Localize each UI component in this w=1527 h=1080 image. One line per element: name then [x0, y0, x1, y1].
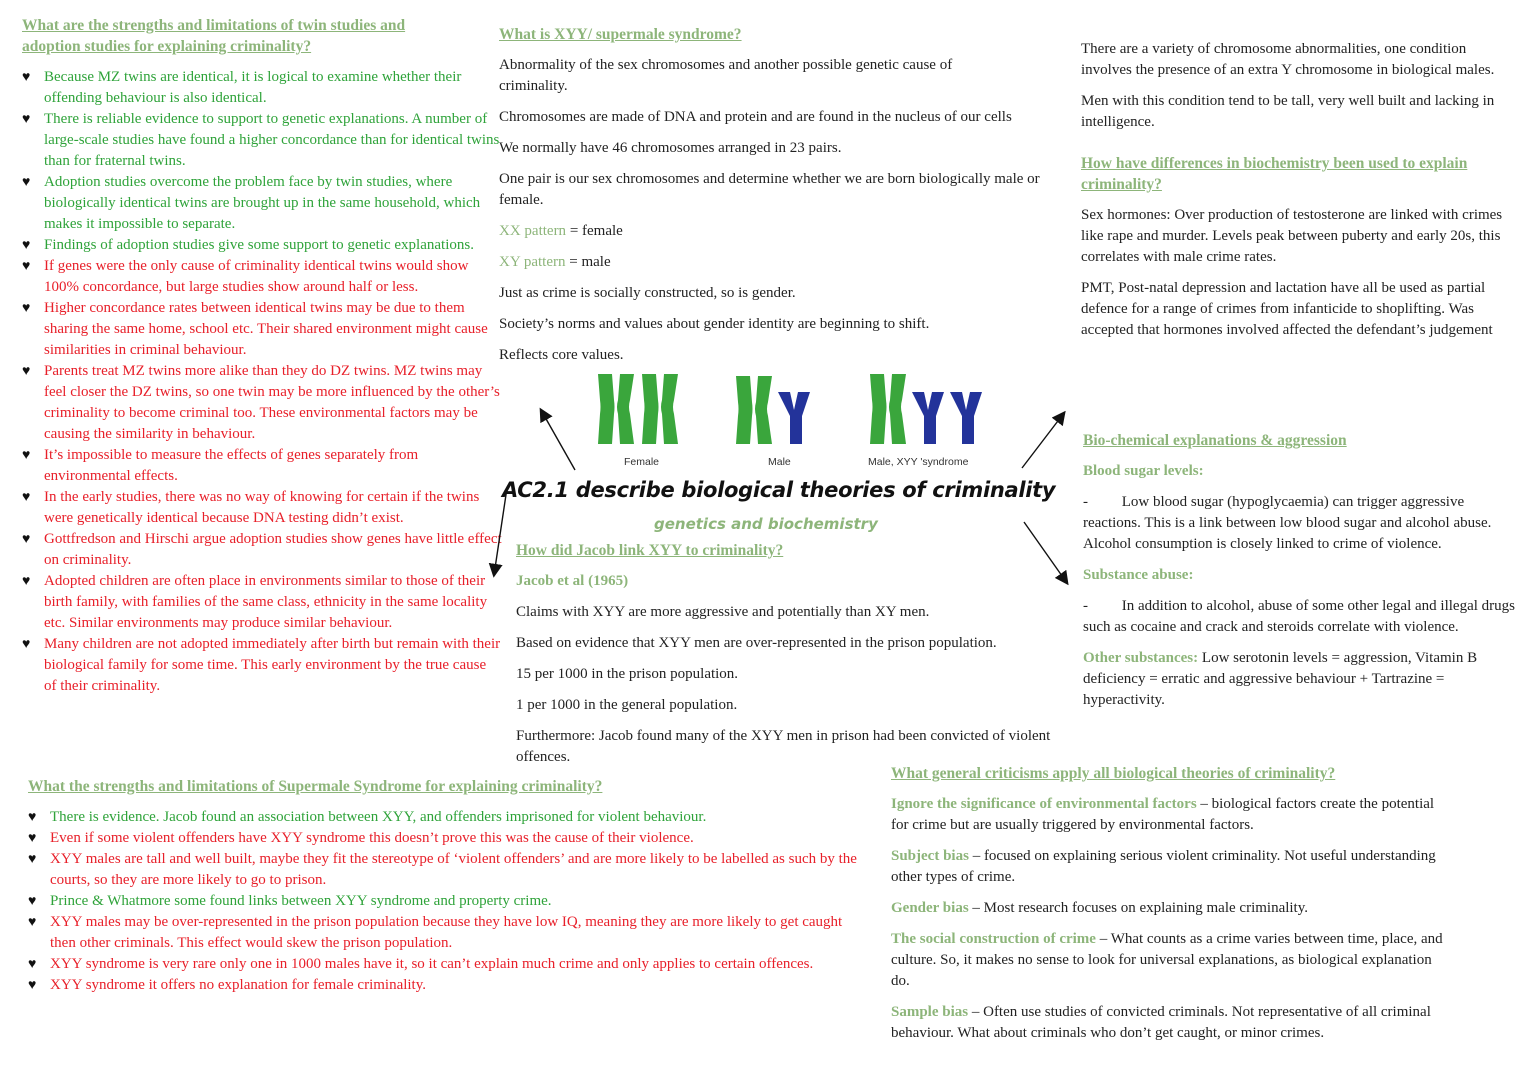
list-item: ♥ Findings of adoption studies give some support to genetic explanations.	[22, 235, 502, 256]
list-item: ♥ There is reliable evidence to support to genetic explanations. A number of large-scale studies have found a higher concordance than for identical twins than for fraternal twins.	[22, 109, 502, 172]
list-item: ♥ Adoption studies overcome the problem face by twin studies, where biologically identical twins are brought up in the same household, which makes it impossible to separate.	[22, 172, 502, 235]
list-item: ♥ Parents treat MZ twins more alike than they do DZ twins. MZ twins may feel closer the DZ twins, so one twin may be more influenced by the other’s criminality to become criminal too. These environmental factors may be causing the similarity in behaviour.	[22, 361, 502, 445]
criticisms-section	[891, 763, 1451, 1054]
criticism-label: The social construction of crime	[891, 931, 1096, 947]
criticism-item	[891, 846, 1451, 888]
substance-label: Substance abuse:	[1083, 567, 1194, 583]
list-item: ♥ XYY males are tall and well built, maybe they fit the stereotype of ‘violent offenders’ and are more likely to be labelled as such by the courts, so they are more likely to go to prison.	[28, 849, 868, 891]
dash: -	[1083, 494, 1088, 510]
list-item: ♥ XYY syndrome it offers no explanation for female criminality.	[28, 975, 868, 996]
list-item: ♥ There is evidence. Jacob found an association between XYY, and offenders imprisoned for violent behaviour.	[28, 807, 868, 828]
list-item: ♥ Gottfredson and Hirschi argue adoption studies show genes have little effect on criminality.	[22, 529, 502, 571]
list-item: ♥ Prince & Whatmore some found links between XYY syndrome and property crime.	[28, 891, 868, 912]
xx-value: = female	[566, 223, 623, 239]
jacob-heading: How did Jacob link XYY to criminality?	[516, 542, 784, 559]
xyy-text: We normally have 46 chromosomes arranged in 23 pairs.	[499, 140, 842, 156]
list-item: ♥ It’s impossible to measure the effects of genes separately from environmental effects.	[22, 445, 502, 487]
criticism-label: Subject bias	[891, 848, 969, 864]
xyy-text: Society’s norms and values about gender identity are beginning to shift.	[499, 316, 930, 332]
criticism-text: – Often use studies of convicted criminals. Not representative of all criminal behaviour. What about criminals who don’t get caught, or minor crimes.	[891, 1004, 1431, 1041]
list-item: ♥ Adopted children are often place in environments similar to those of their birth family, with families of the same class, ethnicity in the same locality etc. Similar environments may produce similar behaviour.	[22, 571, 502, 634]
criticism-label: Ignore the significance of environmental factors	[891, 796, 1197, 812]
right-text: PMT, Post-natal depression and lactation have all be used as partial defence for a range of crimes from infanticide to shoplifting. Was accepted that hormones involved affected the defendant’s judgement	[1081, 280, 1493, 338]
jacob-text: Claims with XYY are more aggressive and potentially than XY men.	[516, 604, 930, 620]
xyy-caption: Male, XYY 'syndrome	[868, 456, 969, 468]
xyy-text: Abnormality of the sex chromosomes and another possible genetic cause of criminality.	[499, 57, 953, 94]
list-item: ♥ Even if some violent offenders have XYY syndrome this doesn’t prove this was the cause of their violence.	[28, 828, 868, 849]
criticism-item	[891, 1002, 1451, 1044]
arrow-up-left	[541, 410, 575, 470]
criticism-item	[891, 929, 1451, 992]
blood-sugar-body: Low blood sugar (hypoglycaemia) can trigger aggressive reactions. This is a link between low blood sugar and alcohol abuse. Alcohol consumption is closely linked to crime of violence.	[1083, 494, 1492, 552]
jacob-text: 15 per 1000 in the prison population.	[516, 666, 739, 682]
criticism-label: Gender bias	[891, 900, 969, 916]
list-item: ♥ In the early studies, there was no way of knowing for certain if the twins were genetically identical because DNA testing didn’t exist.	[22, 487, 502, 529]
dash: -	[1083, 598, 1088, 614]
jacob-subheading: Jacob et al (1965)	[516, 573, 629, 589]
criticism-text: – biological factors create the potential for crime but are usually triggered by environmental factors.	[891, 796, 1435, 833]
xy-value: = male	[565, 254, 611, 270]
xyy-text: Chromosomes are made of DNA and protein and are found in the nucleus of our cells	[499, 109, 1012, 125]
right-text: Men with this condition tend to be tall, very well built and lacking in intelligence.	[1081, 93, 1495, 130]
biochem-section	[1083, 430, 1515, 721]
list-item: ♥ XYY males may be over-represented in the prison population because they have low IQ, meaning they are more likely to get caught then other criminals. This effect would skew the prison population.	[28, 912, 868, 954]
criticism-item	[891, 794, 1451, 836]
list-item: ♥ If genes were the only cause of criminality identical twins would show 100% concordance, but large studies show around half or less.	[22, 256, 502, 298]
criticism-label: Sample bias	[891, 1004, 969, 1020]
arrow-up-right	[1022, 413, 1064, 468]
criticism-text: – What counts as a crime varies between time, place, and culture. So, it makes no sense to look for universal explanations, as biological explanation do.	[891, 931, 1443, 989]
blood-sugar-label: Blood sugar levels:	[1083, 463, 1204, 479]
xy-label: XY pattern	[499, 254, 566, 270]
other-label: Other substances:	[1083, 650, 1199, 666]
criticism-item	[891, 898, 1451, 919]
xyy-text: Just as crime is socially constructed, so is gender.	[499, 285, 796, 301]
criticisms-heading: What general criticisms apply all biological theories of criminality?	[891, 765, 1336, 782]
xy-caption: Male	[768, 456, 791, 468]
page-subtitle: genetics and biochemistry	[654, 515, 878, 533]
xyy-text: One pair is our sex chromosomes and determine whether we are born biologically male or female.	[499, 171, 1040, 208]
jacob-text: Based on evidence that XYY men are over-represented in the prison population.	[516, 635, 997, 651]
xyy-heading: What is XYY/ supermale syndrome?	[499, 26, 742, 43]
substance-text	[1083, 596, 1515, 638]
supermale-section	[28, 776, 868, 996]
criticism-text: – focused on explaining serious violent criminality. Not useful understanding other types of crime.	[891, 848, 1436, 885]
list-item: ♥ Many children are not adopted immediately after birth but remain with their biological family for some time. This early environment by the true cause of their criminality.	[22, 634, 502, 697]
other-text: Low serotonin levels = aggression, Vitamin B deficiency = erratic and aggressive behaviour + Tartrazine = hyperactivity.	[1083, 650, 1478, 708]
right-section	[1081, 39, 1513, 351]
biochem-diff-heading: How have differences in biochemistry been used to explain criminality?	[1081, 155, 1468, 193]
right-text: Sex hormones: Over production of testosterone are linked with crimes like rape and murder. Levels peak between puberty and early 20s, this correlates with male crime rates.	[1081, 207, 1503, 265]
jacob-text: Furthermore: Jacob found many of the XYY men in prison had been convicted of violent offences.	[516, 728, 1051, 765]
criticism-text: – Most research focuses on explaining male criminality.	[968, 900, 1309, 916]
other-substances	[1083, 648, 1515, 711]
supermale-list	[28, 807, 868, 996]
jacob-text: 1 per 1000 in the general population.	[516, 697, 738, 713]
substance-body: In addition to alcohol, abuse of some other legal and illegal drugs such as cocaine and crack and steroids correlate with violence.	[1083, 598, 1515, 635]
blood-sugar-text	[1083, 492, 1515, 555]
list-item: ♥ Higher concordance rates between identical twins may be due to them sharing the same home, school etc. Their shared environment might cause similarities in criminal behaviour.	[22, 298, 502, 361]
biochem-heading: Bio-chemical explanations & aggression	[1083, 432, 1347, 449]
list-item: ♥ Because MZ twins are identical, it is logical to examine whether their offending behaviour is also identical.	[22, 67, 502, 109]
xx-label: XX pattern	[499, 223, 567, 239]
xyy-text: Reflects core values.	[499, 347, 624, 363]
right-text: There are a variety of chromosome abnormalities, one condition involves the presence of an extra Y chromosome in biological males.	[1081, 41, 1495, 78]
twin-heading: What are the strengths and limitations of twin studies and adoption studies for explaining criminality?	[22, 17, 406, 55]
jacob-section	[516, 540, 1071, 778]
xx-caption: Female	[624, 456, 660, 468]
page-title: AC2.1 describe biological theories of criminality	[502, 478, 1056, 502]
list-item: ♥ XYY syndrome is very rare only one in 1000 males have it, so it can’t explain much crime and only applies to certain offences.	[28, 954, 868, 975]
supermale-heading: What the strengths and limitations of Supermale Syndrome for explaining criminality?	[28, 778, 603, 795]
